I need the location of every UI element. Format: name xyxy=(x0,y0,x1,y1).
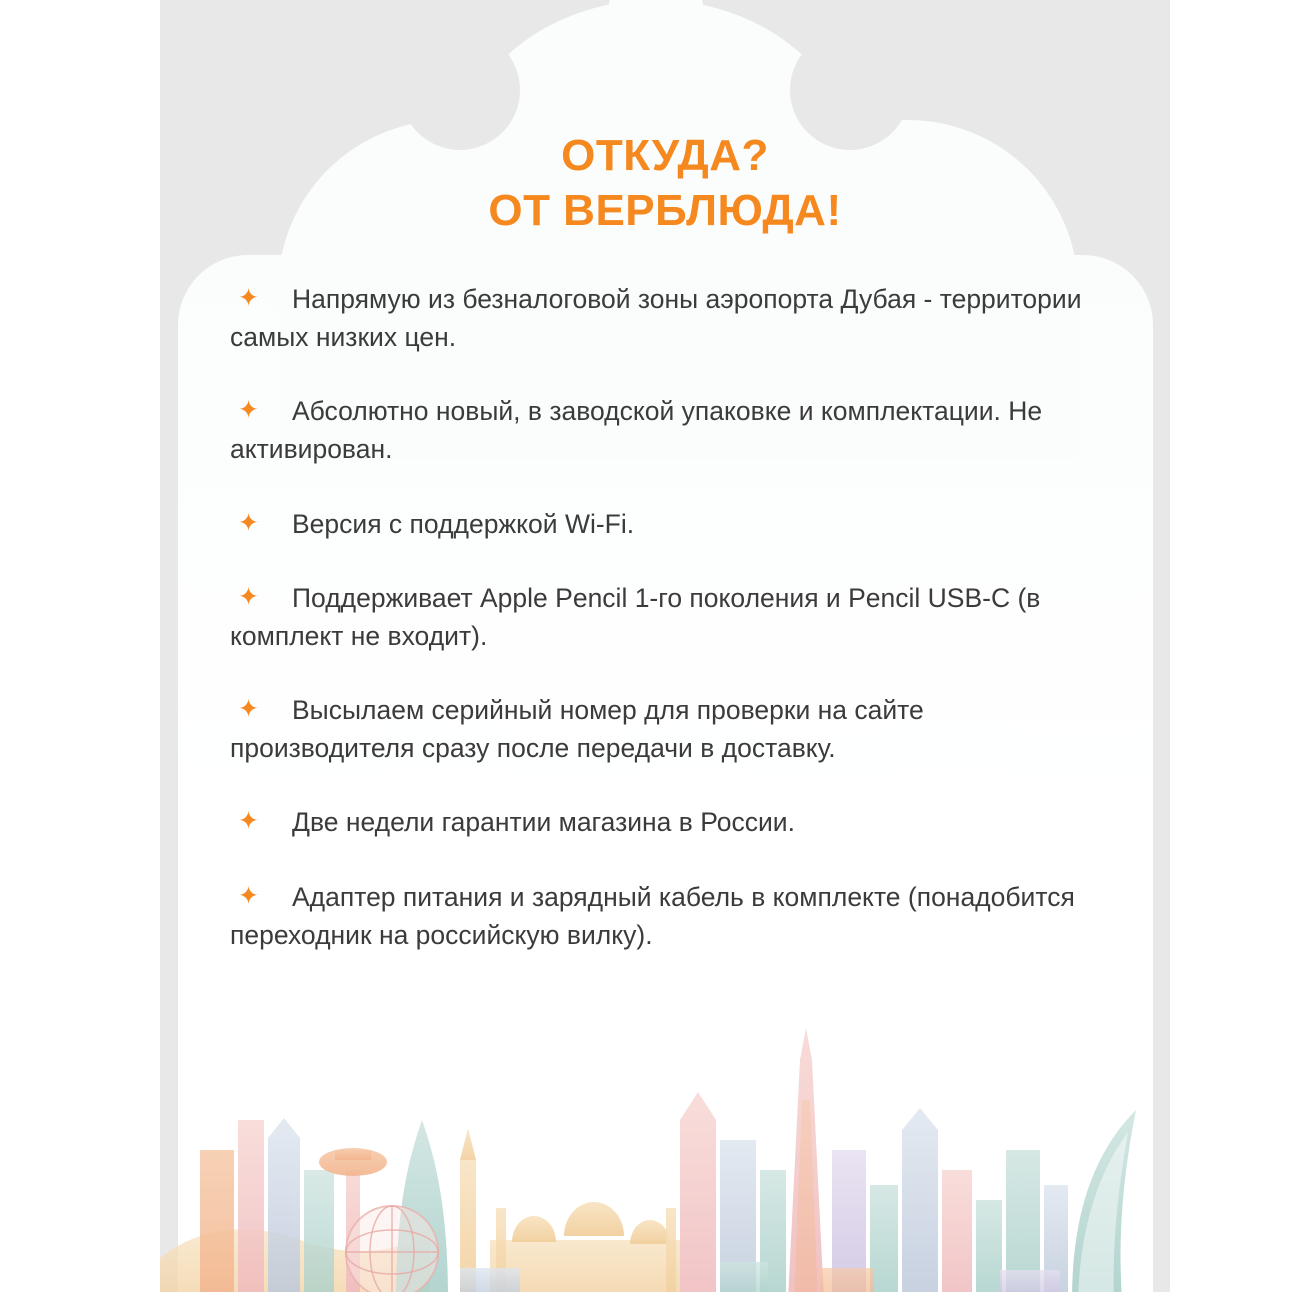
left-margin xyxy=(0,0,160,1300)
bottom-margin xyxy=(0,1292,1300,1300)
list-item xyxy=(230,392,1100,468)
page-title xyxy=(160,0,1170,238)
four-point-star-icon: ✦ xyxy=(238,284,259,312)
page-title-line-1: ОТКУДА? xyxy=(561,131,769,180)
list-item-text: Абсолютно новый, в заводской упаковке и комплектации. Не активирован. xyxy=(230,396,1043,465)
list-item xyxy=(230,803,1100,841)
four-point-star-icon: ✦ xyxy=(238,396,259,425)
four-point-star-icon: ✦ xyxy=(238,881,259,910)
feature-list xyxy=(160,238,1170,954)
list-item xyxy=(230,691,1100,767)
four-point-star-icon: ✦ xyxy=(238,695,259,724)
list-item-text: Версия с поддержкой Wi-Fi. xyxy=(292,508,635,539)
list-item xyxy=(230,505,1100,543)
list-item-text: Поддерживает Apple Pencil 1-го поколения и Pencil USB-C (в комплект не входит). xyxy=(230,582,1041,651)
four-point-star-icon: ✦ xyxy=(238,508,259,537)
list-item-text: Адаптер питания и зарядный кабель в комплекте (понадобится переходник на российскую вилку). xyxy=(230,881,1075,950)
right-margin xyxy=(1170,0,1300,1300)
list-item xyxy=(230,280,1100,356)
four-point-star-icon: ✦ xyxy=(238,807,259,836)
page-title-line-2: ОТ ВЕРБЛЮДА! xyxy=(488,186,842,235)
list-item xyxy=(230,878,1100,954)
poster-content xyxy=(160,0,1170,1300)
list-item-text: Напрямую из безналоговой зоны аэропорта Дубая - территории самых низких цен. xyxy=(230,284,1082,353)
four-point-star-icon: ✦ xyxy=(238,582,259,611)
list-item-text: Две недели гарантии магазина в России. xyxy=(292,807,795,838)
list-item xyxy=(230,579,1100,655)
list-item-text: Высылаем серийный номер для проверки на сайте производителя сразу после передачи в доставку. xyxy=(230,695,924,764)
